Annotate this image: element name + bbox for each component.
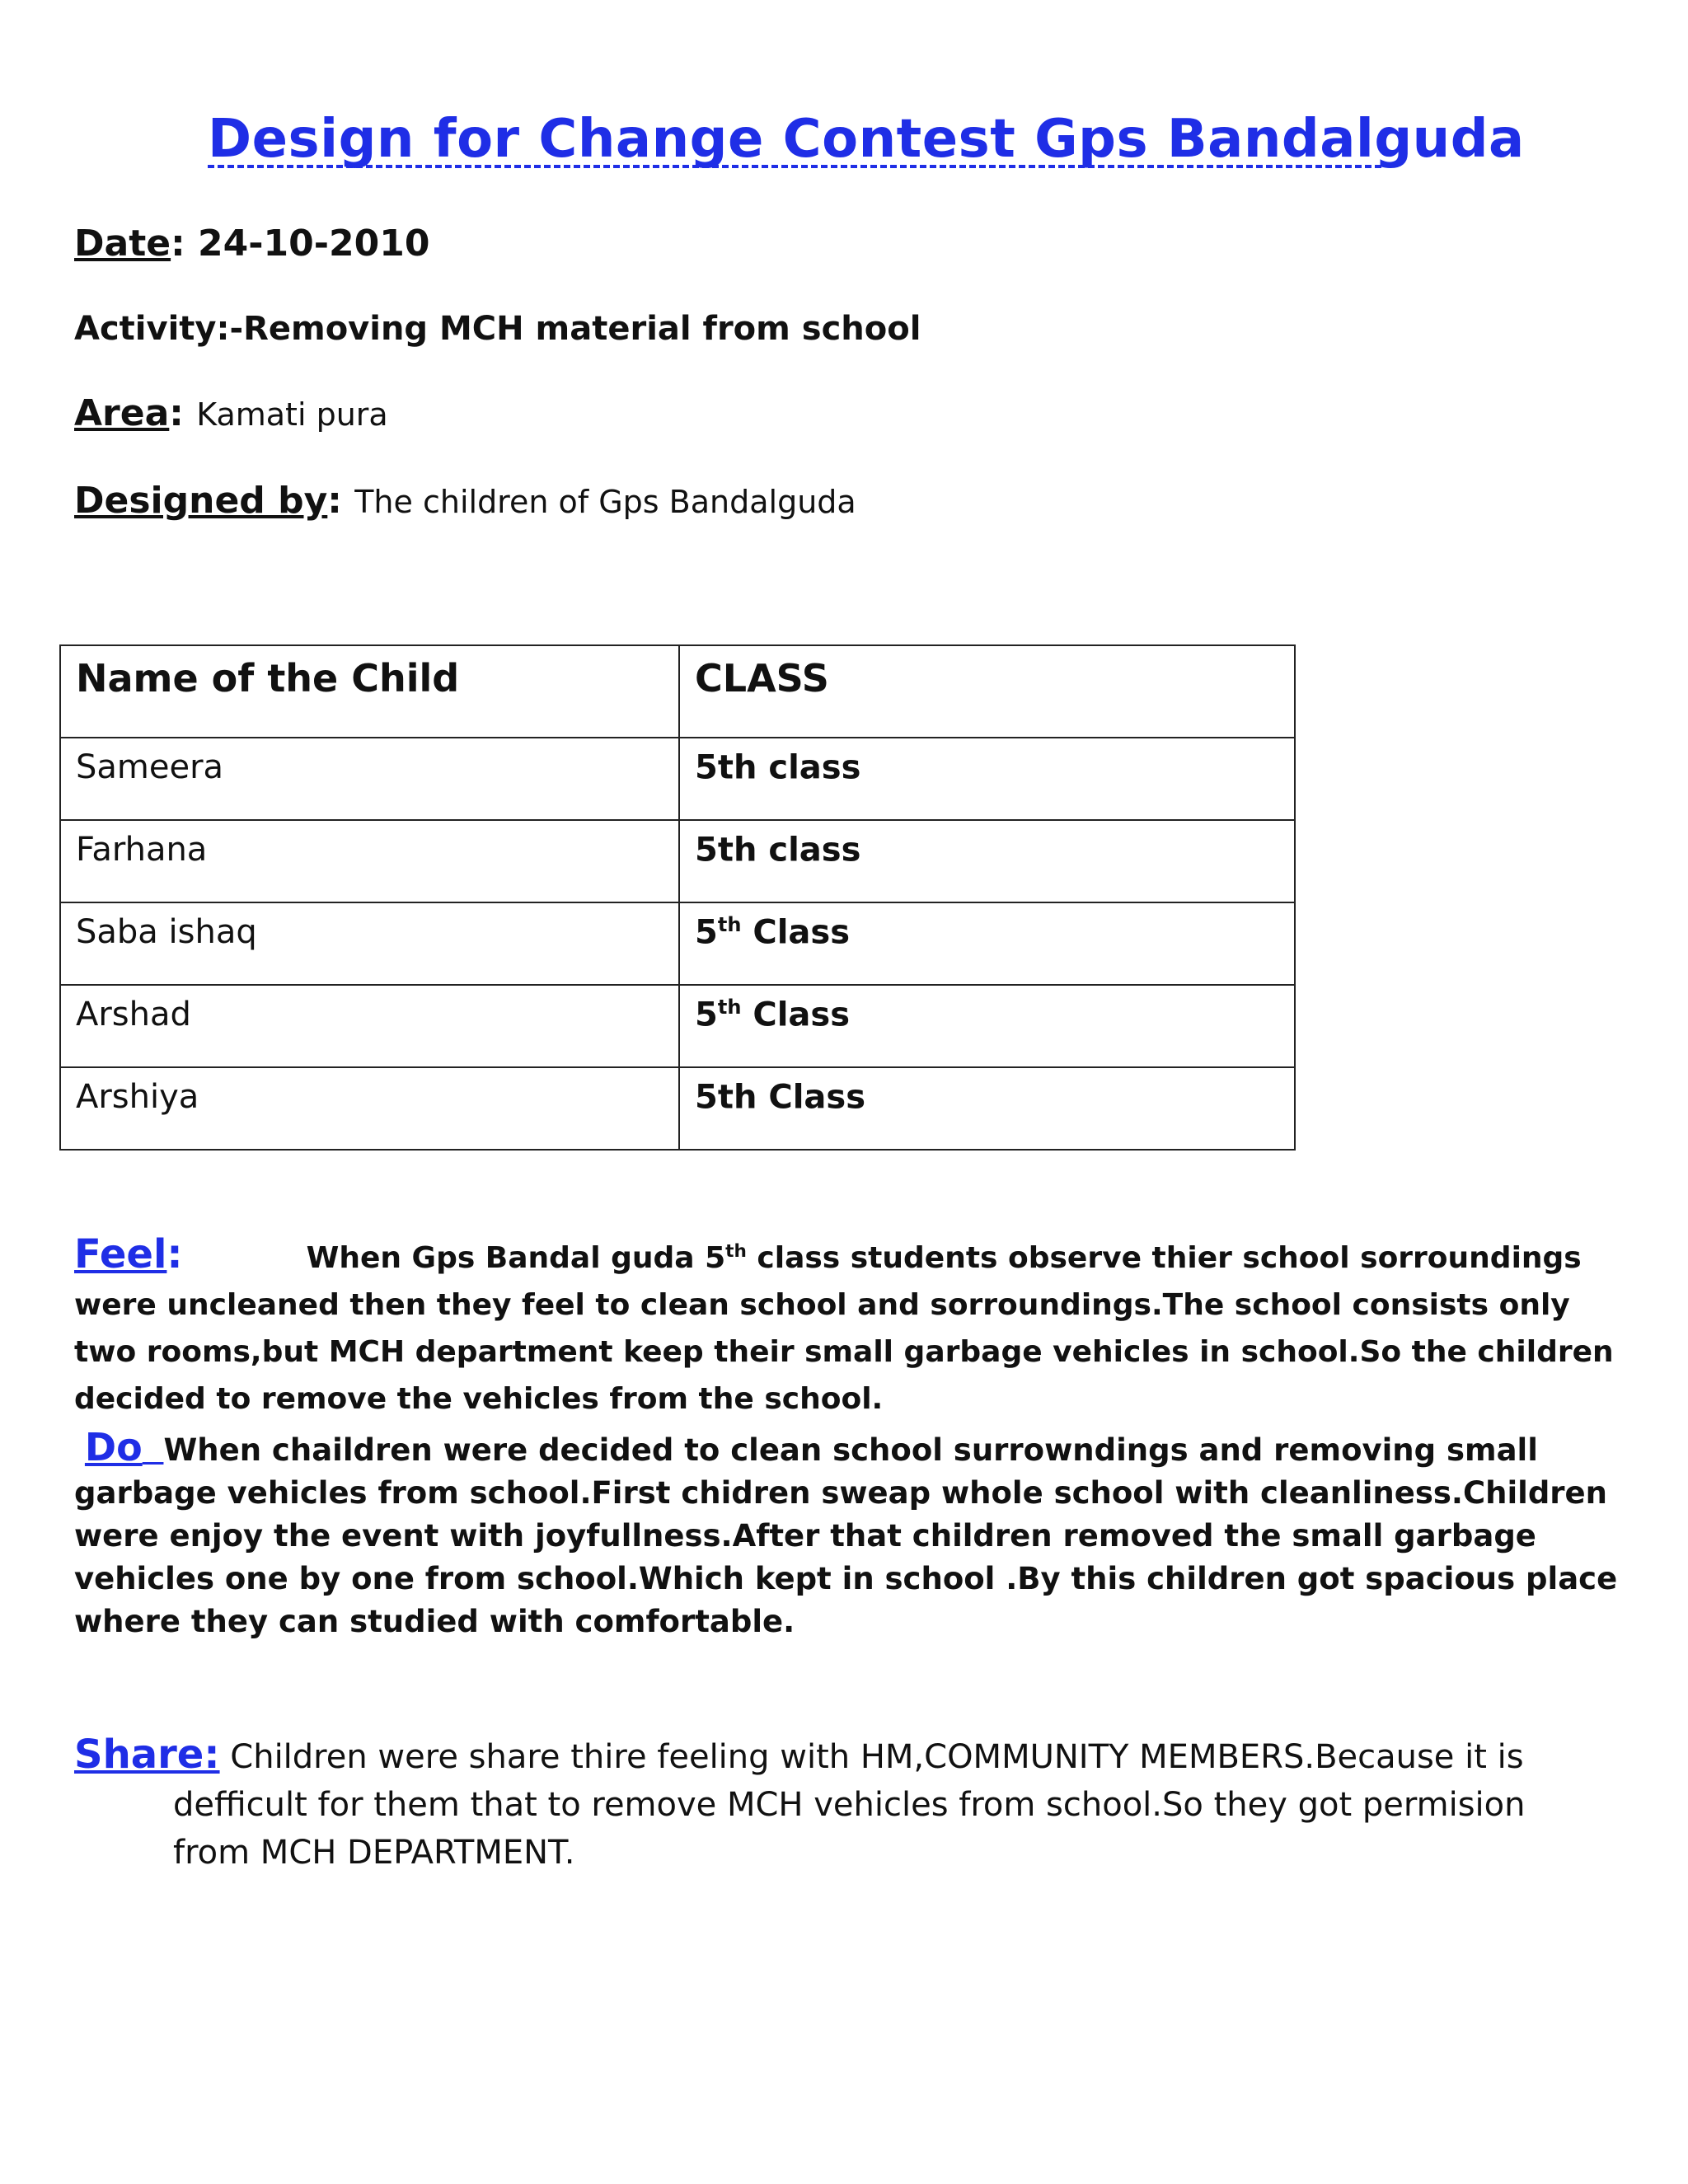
child-name: Arshiya xyxy=(60,1067,679,1150)
table-header-row xyxy=(60,645,1295,738)
area-value: Kamati pura xyxy=(196,396,388,433)
child-name: Saba ishaq xyxy=(60,902,679,985)
activity-label: Activity:- xyxy=(74,310,244,348)
child-class: 5th Class xyxy=(679,985,1295,1067)
area-label: Area xyxy=(74,392,170,434)
designed-by-label: Designed by xyxy=(74,480,328,522)
child-class: 5th Class xyxy=(679,1067,1295,1150)
feel-text-sup: th xyxy=(725,1241,747,1262)
date-value: 24-10-2010 xyxy=(198,223,430,265)
children-table xyxy=(59,644,1296,1151)
activity-value: Removing MCH material from school xyxy=(243,310,921,348)
child-name: Farhana xyxy=(60,820,679,902)
designed-by-line xyxy=(74,480,856,522)
table-row xyxy=(60,1067,1295,1150)
feel-colon: : xyxy=(166,1231,183,1277)
child-class: 5th Class xyxy=(679,902,1295,985)
share-heading: Share: xyxy=(74,1732,220,1778)
area-line xyxy=(74,392,388,434)
share-section xyxy=(74,1731,1607,1877)
table-row xyxy=(60,820,1295,902)
date-label: Date xyxy=(74,223,171,265)
activity-line xyxy=(74,310,921,348)
date-line xyxy=(74,223,429,265)
share-text-rest: defficult for them that to remove MCH vehicles from school.So they got permision from MCH DEPARTMENT. xyxy=(173,1786,1526,1872)
do-section xyxy=(74,1426,1624,1643)
date-colon: : xyxy=(171,223,199,265)
do-heading: Do xyxy=(84,1425,143,1469)
table-row xyxy=(60,985,1295,1067)
column-header-class: CLASS xyxy=(679,645,1295,738)
table-row xyxy=(60,902,1295,985)
table-row xyxy=(60,738,1295,820)
feel-section xyxy=(74,1228,1624,1422)
feel-heading: Feel xyxy=(74,1231,167,1277)
designed-by-colon: : xyxy=(327,480,355,522)
child-name: Arshad xyxy=(60,985,679,1067)
title-underline xyxy=(208,165,1381,168)
share-text-line1: Children were share thire feeling with HM,COMMUNITY MEMBERS.Because it is xyxy=(230,1738,1524,1776)
designed-by-value: The children of Gps Bandalguda xyxy=(354,484,856,520)
page-title: Design for Change Contest Gps Bandalguda xyxy=(208,109,1525,170)
do-text: When chaildren were decided to clean school surrowndings and removing small garbage vehicles from school.First chidren sweap whole school with cleanliness.Children were enjoy the event with joyfullness.After that children removed the small garbage vehicles one by one from school.Which kept in school .By this children got spacious place where they can studied with comfortable. xyxy=(74,1432,1618,1639)
child-name: Sameera xyxy=(60,738,679,820)
column-header-name: Name of the Child xyxy=(60,645,679,738)
child-class: 5th class xyxy=(679,738,1295,820)
feel-text-a: When Gps Bandal guda 5 xyxy=(306,1241,726,1275)
child-class: 5th class xyxy=(679,820,1295,902)
feel-text-b: class students observe thier school sorroundings were uncleaned then they feel to clean school and sorroundings.The school consists only two rooms,but MCH department keep their small garbage vehicles in school.So the children decided to remove the vehicles from the school. xyxy=(74,1241,1614,1416)
area-colon: : xyxy=(169,392,197,434)
